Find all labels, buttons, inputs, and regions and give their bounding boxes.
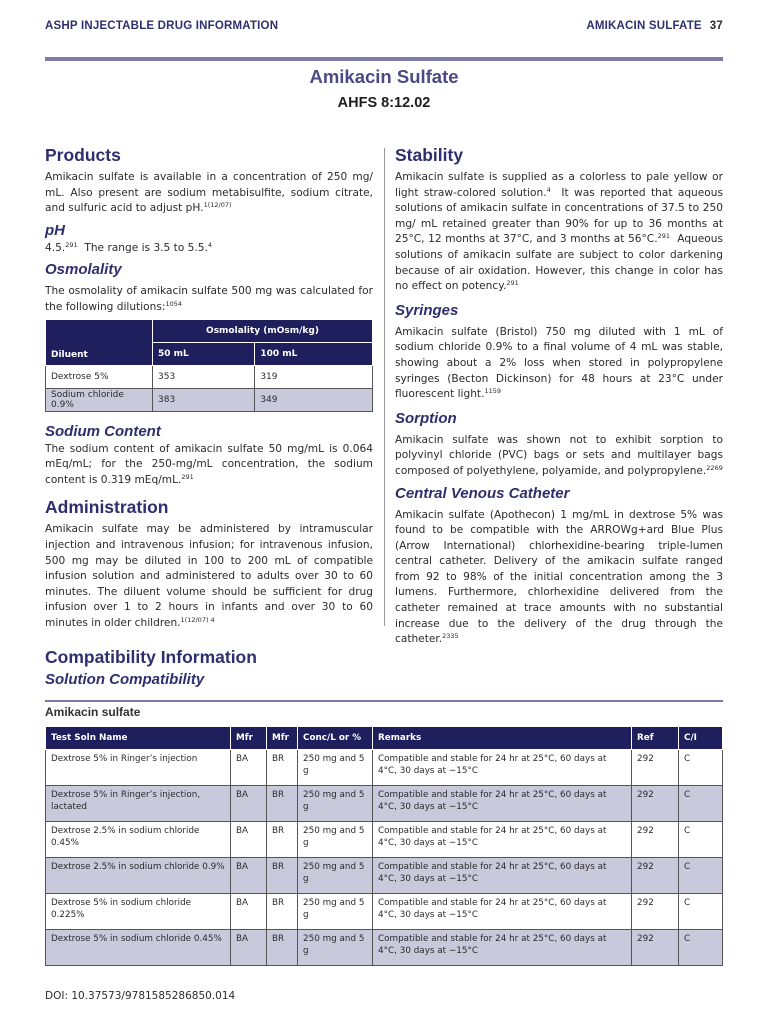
citation: 4 xyxy=(546,185,551,194)
citation: 2335 xyxy=(442,632,459,641)
col-header: Ref xyxy=(632,727,679,750)
table-cell: BA xyxy=(231,822,267,858)
citation: 291 xyxy=(657,232,670,241)
compatibility-section xyxy=(45,646,723,690)
stability-text: Amikacin sulfate is supplied as a colorless to pale yellow or light straw-colored solution.$^4$ It was reported that aqueous solutions of amikacin sulfate in concentrations of 37.5 to 250 mg/ mL retained greater than 90% for up to 36 months at 25°C, 12 months at 37°C, and 3 months at 56°C.$^{291}$ Aqueous solutions of amikacin sulfate are subject to color darkening because of air oxidation. However, this change in color has no effect on potency.$^{291}$ xyxy=(395,171,727,293)
table-cell: 292 xyxy=(632,858,679,894)
products-heading: Products xyxy=(45,145,121,165)
table-cell: Compatible and stable for 24 hr at 25°C, 60 days at 4°C, 30 days at −15°C xyxy=(373,750,632,786)
table-cell: C xyxy=(679,750,723,786)
col-header: Test Soln Name xyxy=(46,727,231,750)
table-cell: 292 xyxy=(632,894,679,930)
table-cell: C xyxy=(679,930,723,966)
osmolality-table xyxy=(45,319,373,412)
citation: 1(12/07) xyxy=(203,201,232,210)
table-cell: C xyxy=(679,786,723,822)
table-cell: BR xyxy=(267,786,298,822)
table-cell: BR xyxy=(267,858,298,894)
table-cell: 349 xyxy=(255,388,373,411)
osmolality-heading: Osmolality xyxy=(45,261,122,279)
table-cell: Dextrose 5% in Ringer’s injection xyxy=(46,750,231,786)
table-cell: 292 xyxy=(632,786,679,822)
stability-heading: Stability xyxy=(395,145,464,165)
table-cell: Compatible and stable for 24 hr at 25°C, 60 days at 4°C, 30 days at −15°C xyxy=(373,822,632,858)
table-cell: BR xyxy=(267,894,298,930)
citation: 2269 xyxy=(706,463,723,472)
products-text: Amikacin sulfate is available in a concentration of 250 mg/ mL. Also present are sodium metabisulfite, sodium citrate, and sulfuric acid to adjust pH.$^{1(12/07)}$ xyxy=(45,171,373,215)
table-cell: Dextrose 5% xyxy=(46,365,153,388)
table-row xyxy=(46,894,723,930)
table-row xyxy=(46,858,723,894)
syringes-heading: Syringes xyxy=(395,301,459,319)
table-cell: 292 xyxy=(632,930,679,966)
ph-text: 4.5.$^{291}$ The range is 3.5 to 5.5.$^4$ xyxy=(45,240,213,254)
table-cell: Compatible and stable for 24 hr at 25°C, 60 days at 4°C, 30 days at −15°C xyxy=(373,894,632,930)
citation: 1(12/07) 4 xyxy=(180,615,215,624)
table-cell: 292 xyxy=(632,822,679,858)
table-cell: Dextrose 5% in Ringer’s injection, lactated xyxy=(46,786,231,822)
table-row xyxy=(46,930,723,966)
table-cell: BR xyxy=(267,930,298,966)
osmo-header-diluent: Diluent xyxy=(46,319,153,365)
syringes-text: Amikacin sulfate (Bristol) 750 mg diluted with 1 mL of sodium chloride 0.9% to a final volume of 4 mL was stable, showing about a 2% loss when stored in polypropylene syringes (Becton Dickinson) for 48 hours at 23°C under fluorescent light.$^{1159}$ xyxy=(395,325,723,401)
col-header: Conc/L or % xyxy=(298,727,373,750)
table-cell: 250 mg and 5 g xyxy=(298,750,373,786)
table-row xyxy=(46,750,723,786)
top-rule xyxy=(45,57,723,61)
table-cell: Dextrose 5% in sodium chloride 0.45% xyxy=(46,930,231,966)
sorption-text: Amikacin sulfate was shown not to exhibit sorption to polyvinyl chloride (PVC) bags or sets and multilayer bags composed of polyethylene, polyamide, and polypropylene.$^{2269}$ xyxy=(395,433,723,477)
ahfs-class: AHFS 8:12.02 xyxy=(337,95,431,111)
table-cell: 250 mg and 5 g xyxy=(298,858,373,894)
col-header: Mfr xyxy=(231,727,267,750)
table-cell: Compatible and stable for 24 hr at 25°C, 60 days at 4°C, 30 days at −15°C xyxy=(373,786,632,822)
citation: 1159 xyxy=(484,387,501,396)
table-cell: C xyxy=(679,894,723,930)
table-cell: Compatible and stable for 24 hr at 25°C, 60 days at 4°C, 30 days at −15°C xyxy=(373,858,632,894)
osmo-header-100: 100 mL xyxy=(255,342,373,365)
running-head xyxy=(45,20,723,36)
osmo-header-50: 50 mL xyxy=(153,342,255,365)
left-column xyxy=(45,144,373,632)
drug-title: Amikacin Sulfate xyxy=(309,66,459,87)
right-column xyxy=(395,144,727,648)
col-header: C/I xyxy=(679,727,723,750)
table-row xyxy=(46,388,373,411)
column-divider xyxy=(384,148,385,626)
sodium-text: The sodium content of amikacin sulfate 50 mg/mL is 0.064 mEq/mL; for the 250-mg/mL concentration, the sodium content is 0.319 mEq/mL.$^{291}$ xyxy=(45,442,373,486)
table-cell: 250 mg and 5 g xyxy=(298,822,373,858)
table-cell: 250 mg and 5 g xyxy=(298,930,373,966)
table-cell: BA xyxy=(231,930,267,966)
doi: DOI: 10.37573/9781585286850.014 xyxy=(45,990,236,1002)
table-row xyxy=(46,365,373,388)
citation: 291 xyxy=(65,240,78,249)
table-cell: Dextrose 2.5% in sodium chloride 0.9% xyxy=(46,858,231,894)
cvc-text: Amikacin sulfate (Apothecon) 1 mg/mL in dextrose 5% was found to be compatible with the ARROWg+ard Blue Plus (Arrow International) chlorhexidine-bearing triple-lumen central catheter. Delivery of the amikacin sulfate ranged from 92 to 98% of the initial concentration among the 3 lumens. Furthermore, chlorhexidine delivered from the catheter remained at trace amounts with no substantial increase due to the delivery of the drug through the catheter.$^{2335}$ xyxy=(395,508,723,646)
table-row xyxy=(46,822,723,858)
running-head-drug: AMIKACIN SULFATE xyxy=(586,20,702,32)
solution-compatibility-table xyxy=(45,726,723,966)
col-header: Mfr xyxy=(267,727,298,750)
osmo-header-group: Osmolality (mOsm/kg) xyxy=(153,319,373,342)
table-cell: Dextrose 5% in sodium chloride 0.225% xyxy=(46,894,231,930)
table-cell: BR xyxy=(267,750,298,786)
table-cell: Dextrose 2.5% in sodium chloride 0.45% xyxy=(46,822,231,858)
table-cell: Sodium chloride 0.9% xyxy=(46,388,153,411)
table-cell: BA xyxy=(231,786,267,822)
table-cell: BR xyxy=(267,822,298,858)
table-cell: BA xyxy=(231,858,267,894)
table-cell: C xyxy=(679,822,723,858)
table-cell: 353 xyxy=(153,365,255,388)
table-cell: 319 xyxy=(255,365,373,388)
administration-heading: Administration xyxy=(45,497,169,518)
section-rule xyxy=(45,700,723,702)
sorption-heading: Sorption xyxy=(395,409,457,427)
page-number: 37 xyxy=(709,20,723,32)
running-head-right xyxy=(586,20,723,32)
citation: 1054 xyxy=(165,299,182,308)
compatibility-heading: Compatibility Information xyxy=(45,647,257,667)
sodium-heading: Sodium Content xyxy=(45,422,161,440)
table-cell: 250 mg and 5 g xyxy=(298,894,373,930)
table-cell: 383 xyxy=(153,388,255,411)
solution-compat-heading: Solution Compatibility xyxy=(45,671,205,688)
administration-text: Amikacin sulfate may be administered by intramuscular injection and intravenous infusion; for intravenous infusion, 500 mg may be diluted in 100 to 200 mL of compatible infusion solution and administered to adults over 30 to 60 minutes. The diluent volume should be sufficient for drug infusion over 1 to 2 hours in infants and over 30 to 60 minutes in older children.$^{1(12/07) 4}$ xyxy=(45,523,373,629)
citation: 291 xyxy=(506,279,519,288)
table-cell: BA xyxy=(231,894,267,930)
table-cell: BA xyxy=(231,750,267,786)
citation: 291 xyxy=(181,472,194,481)
citation: 4 xyxy=(207,240,213,249)
ph-heading: pH xyxy=(45,221,65,239)
table-header-row xyxy=(46,727,723,750)
running-head-left: ASHP INJECTABLE DRUG INFORMATION xyxy=(45,20,279,32)
osmolality-text: The osmolality of amikacin sulfate 500 mg was calculated for the following dilutions:$^{1054}$ xyxy=(45,285,373,313)
table-cell: C xyxy=(679,858,723,894)
table-cell: 250 mg and 5 g xyxy=(298,786,373,822)
col-header: Remarks xyxy=(373,727,632,750)
table-row xyxy=(46,786,723,822)
table-cell: 292 xyxy=(632,750,679,786)
table-label: Amikacin sulfate xyxy=(45,705,141,719)
table-cell: Compatible and stable for 24 hr at 25°C, 60 days at 4°C, 30 days at −15°C xyxy=(373,930,632,966)
cvc-heading: Central Venous Catheter xyxy=(395,484,570,502)
